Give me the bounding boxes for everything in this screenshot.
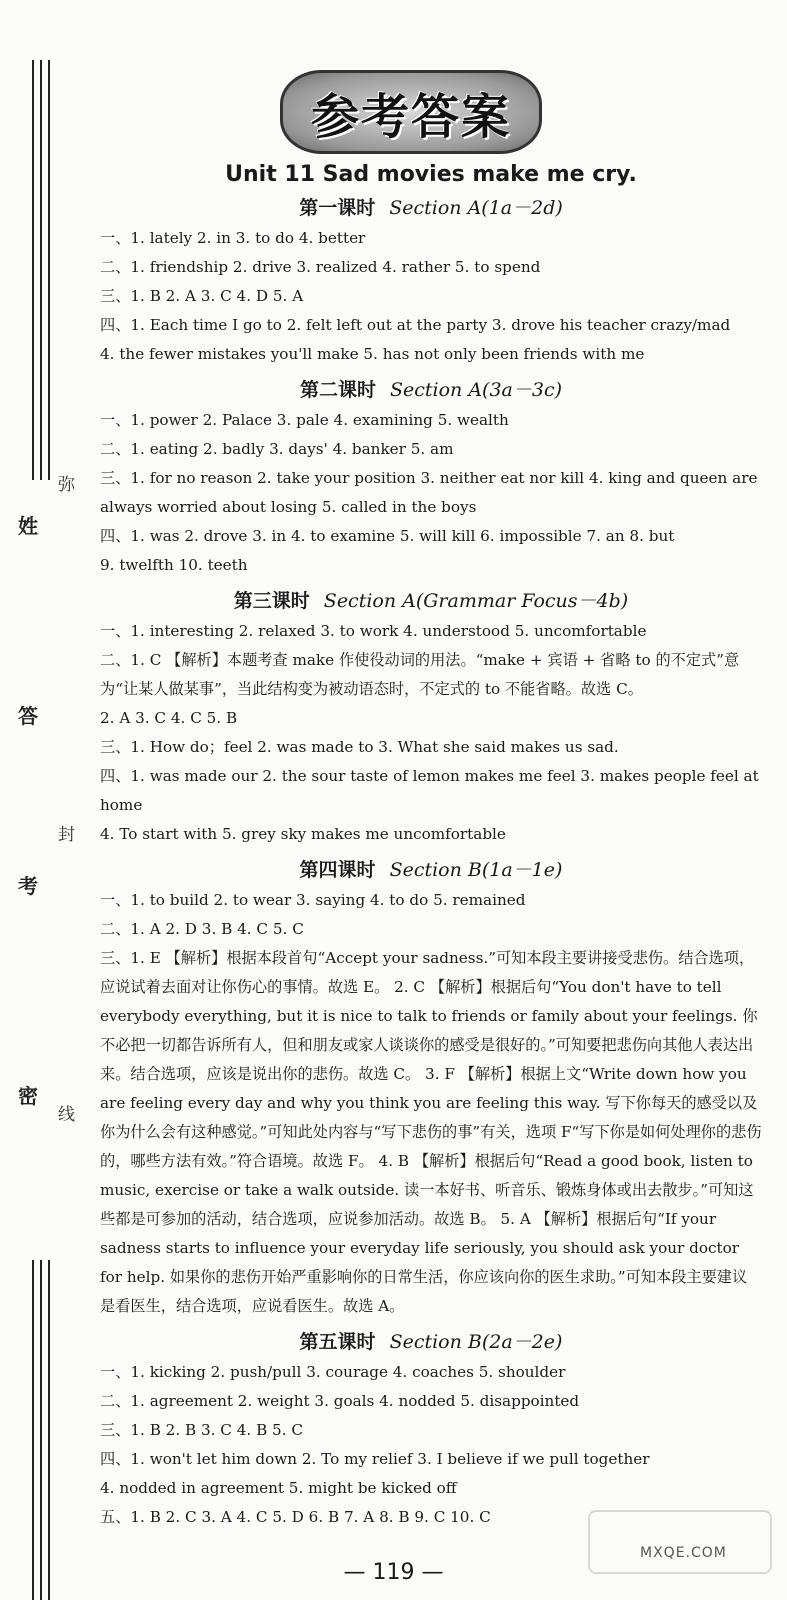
- answer-line: 2. A 3. C 4. C 5. B: [100, 709, 238, 727]
- lesson-4: [100, 855, 762, 1321]
- answer-line: 四、1. won't let him down 2. To my relief 3. I believe if we pull together: [100, 1450, 650, 1468]
- lesson-title: [100, 586, 762, 613]
- lesson-title: [100, 375, 762, 402]
- lesson-name: 第三课时: [233, 590, 310, 612]
- lesson-name: 第一课时: [299, 197, 376, 219]
- lesson-title: [100, 855, 762, 882]
- side-label-mi2: 密: [18, 1084, 38, 1108]
- lesson-section: Section A(1a－2d): [389, 197, 563, 219]
- lesson-name: 第二课时: [299, 379, 376, 401]
- answer-line: 一、1. kicking 2. push/pull 3. courage 4. coaches 5. shoulder: [100, 1363, 566, 1381]
- answer-line: 4. the fewer mistakes you'll make 5. has not only been friends with me: [100, 345, 645, 363]
- side-label-kao: 考: [18, 874, 38, 898]
- page-number: — 119 —: [343, 1560, 444, 1585]
- lesson-name: 第五课时: [299, 1331, 376, 1353]
- answer-line: 二、1. friendship 2. drive 3. realized 4. rather 5. to spend: [100, 258, 541, 276]
- answer-line: 四、1. was made our 2. the sour taste of lemon makes me feel 3. makes people feel at home: [100, 767, 759, 814]
- lesson-5: [100, 1327, 762, 1532]
- answer-line: 4. nodded in agreement 5. might be kicked off: [100, 1479, 457, 1497]
- margin-line: [40, 1260, 42, 1600]
- answer-line: 一、1. lately 2. in 3. to do 4. better: [100, 229, 366, 247]
- side-label-da: 答: [18, 704, 38, 728]
- answer-line: 五、1. B 2. C 3. A 4. C 5. D 6. B 7. A 8. B 9. C 10. C: [100, 1508, 491, 1526]
- answer-line: 三、1. How do；feel 2. was made to 3. What she said makes us sad.: [100, 738, 619, 756]
- margin-line: [32, 1260, 34, 1600]
- answer-line: 一、1. interesting 2. relaxed 3. to work 4. understood 5. uncomfortable: [100, 622, 647, 640]
- side-label-feng: 封: [58, 825, 75, 845]
- unit-title: Unit 11 Sad movies make me cry.: [225, 162, 637, 187]
- watermark-text: MXQE.COM: [640, 1545, 727, 1561]
- answer-line: 4. To start with 5. grey sky makes me uncomfortable: [100, 825, 506, 843]
- lesson-section: Section A(3a－3c): [389, 379, 563, 401]
- answer-line: 三、1. B 2. B 3. C 4. B 5. C: [100, 1421, 303, 1439]
- lesson-title: [100, 1327, 762, 1354]
- lesson-title: [100, 193, 762, 220]
- answer-key-banner: [280, 70, 542, 154]
- lesson-name: 第四课时: [299, 859, 376, 881]
- answer-line: 一、1. power 2. Palace 3. pale 4. examining 5. wealth: [100, 411, 509, 429]
- answer-line: 二、1. A 2. D 3. B 4. C 5. C: [100, 920, 304, 938]
- margin-line: [32, 60, 34, 480]
- lesson-1: [100, 193, 762, 369]
- answer-line: 三、1. E 【解析】根据本段首句“Accept your sadness.”可知本段主要讲接受悲伤。结合选项，应说试着去面对让你伤心的事情。故选 E。 2. C 【解析】根据后句“You don't have to tell everybody everything, but it is nice to talk to friends or family about your feelings. 你不必把一切都告诉所有人，但和朋友或家人谈谈你的感受是很好的。”可知要把悲伤向其他人表达出来。结合选项，应该是说出你的悲伤。故选 C。 3. F 【解析】根据上文“Write down how you are feeling every day and why you think you are feeling this way. 写下你每天的感受以及你为什么会有这种感觉。”可知此处内容与“写下悲伤的事”有关，选项 F“写下你是如何处理你的悲伤的，哪些方法有效。”符合语境。故选 F。 4. B 【解析】根据后句“Read a good book, listen to music, exercise or take a walk outside. 读一本好书、听音乐、锻炼身体或出去散步。”可知这些都是可参加的活动，结合选项，应说参加活动。故选 B。 5. A 【解析】根据后句“If your sadness starts to influence your everyday life seriously, you should ask your doctor for help. 如果你的悲伤开始严重影响你的日常生活，你应该向你的医生求助。”可知本段主要建议是看医生，结合选项，应说看医生。故选 A。: [100, 949, 762, 1315]
- answer-line: 四、1. Each time I go to 2. felt left out at the party 3. drove his teacher crazy/mad: [100, 316, 731, 334]
- answer-content: [100, 162, 762, 1532]
- answer-line: 二、1. eating 2. badly 3. days' 4. banker 5. am: [100, 440, 454, 458]
- binding-margin-lines: [30, 60, 56, 1560]
- answer-line: 三、1. for no reason 2. take your position 3. neither eat nor kill 4. king and queen are always worried about losing 5. called in the boys: [100, 469, 758, 516]
- margin-line: [40, 60, 42, 480]
- answer-line: 二、1. agreement 2. weight 3. goals 4. nodded 5. disappointed: [100, 1392, 580, 1410]
- margin-line: [48, 60, 50, 480]
- answer-line: 四、1. was 2. drove 3. in 4. to examine 5. will kill 6. impossible 7. an 8. but: [100, 527, 675, 545]
- lesson-2: [100, 375, 762, 580]
- lesson-section: Section B(1a－1e): [389, 859, 563, 881]
- answer-line: 三、1. B 2. A 3. C 4. D 5. A: [100, 287, 304, 305]
- lesson-3: [100, 586, 762, 849]
- side-label-mi: 弥: [58, 475, 75, 495]
- answer-line: 9. twelfth 10. teeth: [100, 556, 248, 574]
- lesson-section: Section A(Grammar Focus－4b): [323, 590, 629, 612]
- lesson-section: Section B(2a－2e): [389, 1331, 563, 1353]
- margin-line: [48, 1260, 50, 1600]
- side-label-xian: 线: [58, 1105, 75, 1125]
- side-label-name: 姓: [18, 514, 38, 538]
- answer-line: 一、1. to build 2. to wear 3. saying 4. to do 5. remained: [100, 891, 526, 909]
- answer-line: 二、1. C 【解析】本题考查 make 作使役动词的用法。“make + 宾语 + 省略 to 的不定式”意为“让某人做某事”，当此结构变为被动语态时，不定式的 to 不能省略。故选 C。: [100, 651, 740, 698]
- banner-title: 参考答案: [310, 88, 511, 145]
